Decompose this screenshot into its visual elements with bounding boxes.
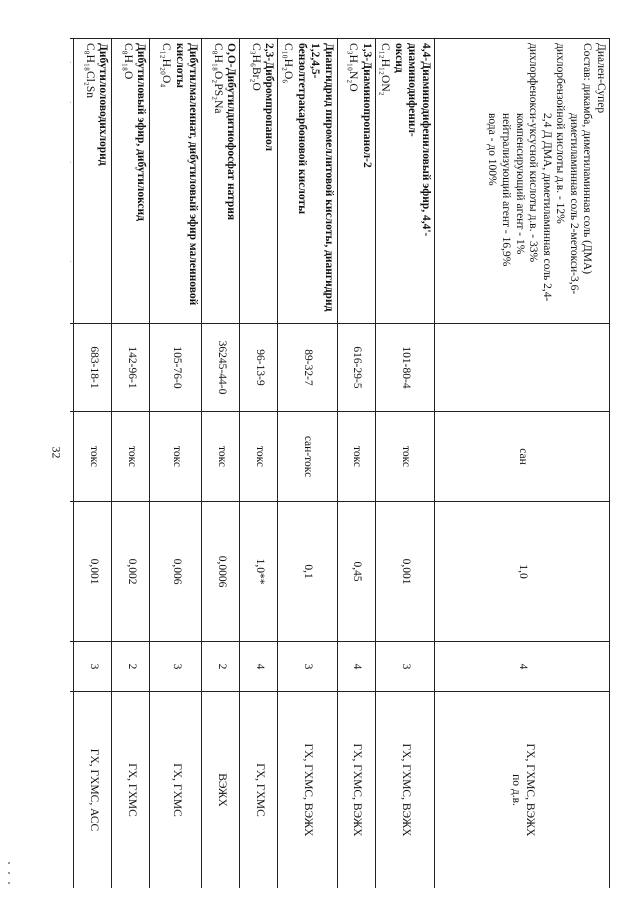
table-row [150,39,202,889]
substance-name-line: вода - до 100% [486,113,499,186]
substance-name-cell [202,39,240,324]
method-text: ГХ, ГХМС, ВЭЖХ [302,743,315,837]
hazard-indicator-cell: токс [202,412,240,502]
hazard-indicator-cell: сан-токс [278,412,337,502]
substance-name-cell [375,39,434,324]
method-cell [112,692,150,889]
table-wrap [70,38,610,888]
cas-number-cell: 96-13-9 [240,324,278,412]
table-row [278,39,337,889]
table-body [70,39,610,889]
cas-number-cell [70,324,74,412]
hazard-indicator-cell: токс [375,412,434,502]
method-cell [70,692,74,889]
substance-name-line: C₁₂H₁₂ON₂ [379,43,392,96]
hazard-indicator-cell: токс [112,412,150,502]
table-row [202,39,240,889]
substance-name-line [70,43,72,319]
substance-name-cell [240,39,278,324]
hazard-indicator-cell: сан [435,412,610,502]
limit-value-cell: 0,45 [337,502,375,642]
table-row [74,39,112,889]
limit-value-cell: 0,006 [150,502,202,642]
table-row [240,39,278,889]
substance-name-line: 1,3-Диаминопропанол-2 [360,43,373,168]
limit-value-cell: 0,001 [74,502,112,642]
substances-table [70,38,610,888]
limit-value-cell: 1,0 [435,502,610,642]
cas-number-cell: 105-76-0 [150,324,202,412]
cas-number-cell: 89-32-7 [278,324,337,412]
method-cell [337,692,375,889]
substance-name-line: дихлорбензойной кислоты д.в. - 12% [554,43,567,224]
hazard-class-cell: 3 [375,642,434,692]
hazard-class-cell: 4 [337,642,375,692]
substance-name-line: O,O-Дибутилдитиофосфат натрия [225,43,238,221]
limit-value-cell: 0,002 [112,502,150,642]
substance-name-line: Дибутиловый эфир, дибутилоксид [135,43,148,221]
hazard-class-cell [70,642,74,692]
method-text: ГХ, ГХМС, ВЭЖХ [523,743,536,837]
substance-name-line: Дибутилоловодихлорид [97,43,110,166]
limit-value-cell [70,502,74,642]
substance-name-line: C₁₀H₂O₆ [282,43,295,84]
method-cell [278,692,337,889]
table-row [435,39,610,889]
substance-name-line: 2,4 Д ДМА, диметиламинная соль 2,4- [540,113,553,302]
substance-name-cell [150,39,202,324]
substance-name-cell [74,39,112,324]
cas-number-cell [435,324,610,412]
page-number: 32 [49,446,64,459]
substance-name-cell [435,39,610,324]
substance-name-cell [278,39,337,324]
method-cell [375,692,434,889]
substance-name-line: нейтрализующий агент - 16,9% [500,113,513,267]
method-text: ВЭЖХ [215,773,228,807]
substance-name-line: C₈H₁₈Cl₂Sn [83,43,96,99]
limit-value-cell: 0,0006 [202,502,240,642]
method-cell [435,692,610,889]
hazard-class-cell: 2 [202,642,240,692]
substance-name-line: Состав: дикамба, диметиламинная соль (ДМА) [581,43,594,275]
table-row [375,39,434,889]
table-row [337,39,375,889]
hazard-class-cell: 4 [435,642,610,692]
substance-name-line: диметиламинная соль 2-метокси-3,6- [567,113,580,295]
substance-name-line: 4,4-Диаминодифениловый эфир, 4,4'-диаминодифенил- [406,43,432,237]
method-text: ГХ, ГХМС, АСС [87,748,100,832]
substance-name-line: Диангидрид пиромеллитовой кислоты, диангидрид 1,2,4,5- [309,43,335,312]
method-note: по д.в. [510,774,522,806]
rotated-table-area [70,38,610,888]
method-text: ГХ, ГХМС [125,763,138,817]
substance-name-line: оксид [392,43,405,73]
cas-number-cell: 101-80-4 [375,324,434,412]
table-row [70,39,74,889]
substance-name-line: C₃H₁₀N₂O [347,43,360,92]
substance-name-cell [70,39,74,324]
substance-name-cell [112,39,150,324]
hazard-indicator-cell: токс [74,412,112,502]
substance-name-line: C₈H₁₈O [121,43,134,80]
method-cell [202,692,240,889]
method-text: ГХ, ГХМС [170,763,183,817]
method-text: ГХ, ГХМС [253,763,266,817]
substance-name-line: дихлорфенокси-уксусной кислоты д.в. - 33% [527,43,540,263]
hazard-indicator-cell: токс [150,412,202,502]
table-row [112,39,150,889]
method-text: ГХ, ГХМС, ВЭЖХ [351,743,364,837]
substance-name-line: C₁₂H₂₀O₄ [160,43,173,88]
hazard-class-cell: 3 [150,642,202,692]
cas-number-cell: 36245-44-0 [202,324,240,412]
limit-value-cell: 0,1 [278,502,337,642]
substance-name-line: бензолтетракарбоновой кислоты [295,43,308,215]
cas-number-cell: 142-96-1 [112,324,150,412]
substance-name-line: C₃H₆Br₂O [249,43,262,91]
substance-name-line: C₈H₁₈O₂PS₂Na [211,43,224,114]
hazard-indicator-cell: токс [240,412,278,502]
method-cell [240,692,278,889]
margin-mark [8,862,10,864]
margin-mark [8,882,10,884]
method-cell [150,692,202,889]
hazard-indicator-cell [70,412,74,502]
limit-value-cell: 0,001 [375,502,434,642]
hazard-indicator-cell: токс [337,412,375,502]
substance-name-line: Диален-Супер [595,43,607,114]
hazard-class-cell: 2 [112,642,150,692]
cas-number-cell: 683-18-1 [74,324,112,412]
method-cell [74,692,112,889]
limit-value-cell: 1,0** [240,502,278,642]
substance-name-cell [337,39,375,324]
hazard-class-cell: 3 [74,642,112,692]
cas-number-cell: 616-29-5 [337,324,375,412]
hazard-class-cell: 4 [240,642,278,692]
margin-mark [8,872,10,874]
substance-name-line: компенсирующий агент - 1% [513,113,526,255]
method-text: ГХ, ГХМС, ВЭЖХ [399,743,412,837]
substance-name-line: 2,3-Дибромпропанол [263,43,276,152]
hazard-class-cell: 3 [278,642,337,692]
substance-name-line: Дибутилмалеинат, дибутиловый эфир малеиновой кислоты [173,43,200,306]
